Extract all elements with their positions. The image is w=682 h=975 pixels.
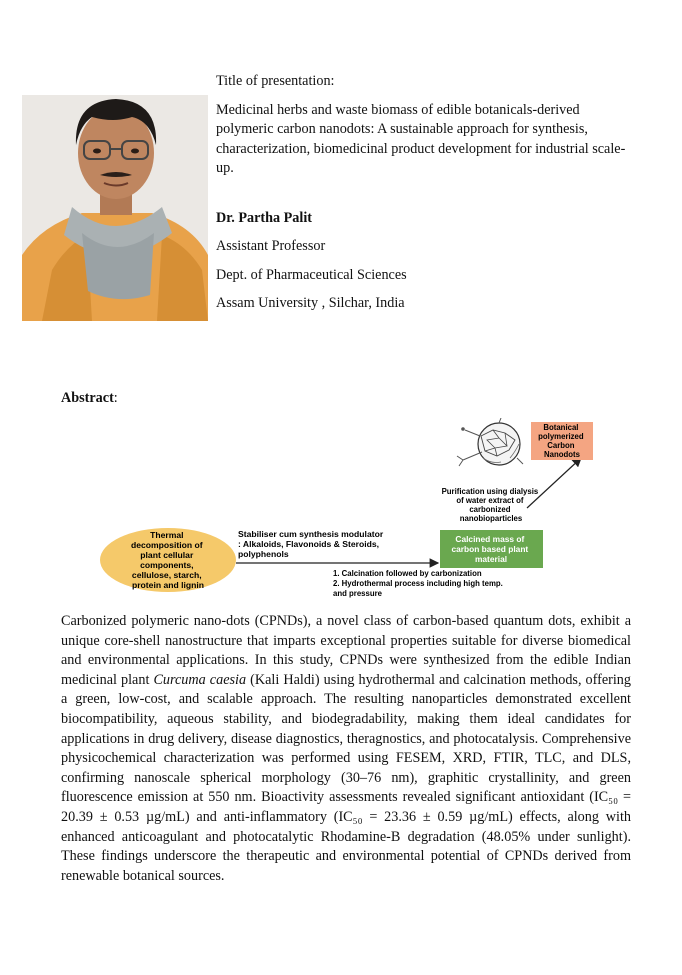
oval-line: Thermal — [150, 530, 184, 540]
modulator-line: : Alkaloids, Flavonoids & Steroids, — [238, 539, 380, 549]
oval-line: cellulose, starch, — [131, 570, 202, 580]
author-name: Dr. Partha Palit — [216, 209, 313, 226]
modulator-line: polyphenols — [238, 549, 289, 559]
calcined-line: carbon based plant — [451, 544, 529, 554]
botanical-line: Nanodots — [544, 450, 580, 459]
author-position: Assistant Professor — [216, 238, 326, 254]
process-line: and pressure — [333, 589, 382, 598]
oval-line: protein and lignin — [131, 580, 205, 590]
modulator-line: Stabiliser cum synthesis modulator — [238, 529, 384, 539]
author-photo — [22, 95, 208, 321]
purification-label — [442, 487, 541, 523]
purification-line: Purification using dialysis — [441, 487, 539, 496]
abstract-colon: : — [113, 390, 118, 406]
species-name: Curcuma caesia — [153, 671, 247, 688]
presentation-title: Medicinal herbs and waste biomass of edible botanicals-derived polymeric carbon nanodots: A sustainable approach for synthesis, characterization, biomedicinal product development for industrial scale-up. — [216, 101, 626, 176]
abstract-text-part1: Carbonized polymeric nano-dots (CPNDs), a novel class of carbon-based quantum dots, exhibit a unique core-shell nanostructure that imparts exceptional properties suitable for diverse biomedical and environmental applications. In this study, CPNDs were synthesized from the edible Indian medicinal plant — [61, 613, 631, 688]
synthesis-diagram — [95, 418, 615, 603]
abstract-text-part2: (Kali Haldi) using hydrothermal and calcination methods, offering a green, low-cost, and scalable approach. The resulting nanoparticles demonstrated excellent biocompatibility, aqueous stability, and biodegradability, making them ideal candidates for applications in drug delivery, disease diagnostics, theragnostics, and photocatalysis. Comprehensive physicochemical characterization was performed using FESEM, XRD, FTIR, TLC, and DLS, confirming nanoscale spherical morphology (30–76 nm), graphitic crystallinity, and green fluorescence emission at 550 nm. Bioactivity assessments revealed significant antioxidant (IC₅₀ = 20.39 ± 0.53 µg/mL) and anti-inflammatory (IC₅₀ = 23.36 ± 0.59 µg/mL) effects, along with enhanced anticoagulant and photocatalytic Rhodamine-B degradation (48.05% under sunlight). These findings underscore the therapeutic and environmental potential of CPNDs derived from renewable botanical sources. — [61, 671, 631, 884]
botanical-line: polymerized — [538, 432, 584, 441]
nanodot-structure-icon — [457, 418, 523, 466]
oval-line: components, — [140, 560, 194, 570]
purification-line: nanobioparticles — [459, 514, 523, 523]
calcined-line: material — [474, 554, 508, 564]
botanical-line: Carbon — [547, 441, 575, 450]
author-institution: Assam University , Silchar, India — [216, 295, 405, 311]
presentation-header — [216, 72, 636, 323]
purification-line: carbonized — [469, 505, 511, 514]
title-label: Title of presentation: — [216, 73, 335, 89]
oval-line: plant cellular — [140, 550, 194, 560]
author-department: Dept. of Pharmaceutical Sciences — [216, 266, 407, 283]
calcined-line: Calcined mass of — [455, 534, 525, 544]
botanical-line: Botanical — [543, 423, 579, 432]
process-line: 1. Calcination followed by carbonization — [333, 569, 482, 578]
modulator-label — [238, 529, 386, 559]
author-portrait-image — [22, 95, 208, 321]
purification-arrow — [527, 458, 581, 508]
process-steps — [333, 569, 505, 598]
process-line: 2. Hydrothermal process including high temp. — [333, 579, 503, 588]
abstract-label: Abstract — [61, 390, 114, 406]
oval-line: decomposition of — [130, 540, 203, 550]
abstract-heading — [61, 390, 118, 407]
abstract-body — [61, 612, 631, 886]
purification-line: of water extract of — [456, 496, 524, 505]
